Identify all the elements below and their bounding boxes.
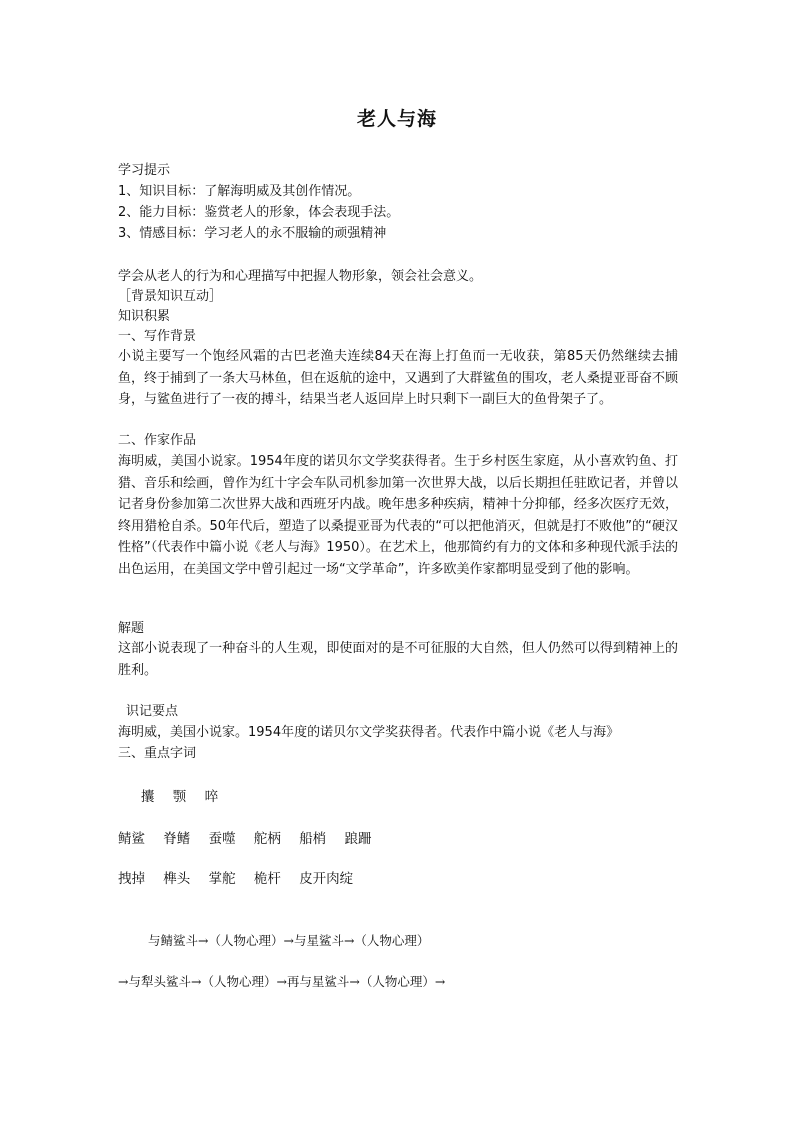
vocab-word: 船梢 <box>299 831 327 847</box>
vocab-row-3 <box>118 867 367 887</box>
vocab-word: 踉跚 <box>344 831 372 847</box>
vocab-row-1 <box>141 785 232 805</box>
vocab-word: 拽掉 <box>118 871 145 887</box>
section3-heading: 三、重点字词 <box>118 746 197 761</box>
vocab-word: 脊鳍 <box>163 831 191 847</box>
vocab-word: 蚕噬 <box>208 831 236 847</box>
vocab-word: 榫头 <box>163 871 191 887</box>
intro-text: 学会从老人的行为和心理描写中把握人物形象，领会社会意义。 <box>118 269 483 284</box>
memory-text: 海明威，美国小说家。1954年度的诺贝尔文学奖获得者。代表作中篇小说《老人与海》 <box>118 725 620 740</box>
section2-text: 海明威，美国小说家。1954年度的诺贝尔文学奖获得者。生于乡村医生家庭，从小喜欢钓鱼、打猎、音乐和绘画，曾作为红十字会车队司机参加第一次世界大战，以后长期担任驻欧记者，并曾以记者身份参加第二次世界大战和西班牙内战。晚年患多种疾病，精神十分抑郁，经多次医疗无效，终用猎枪自杀。50年代后，塑造了以桑提亚哥为代表的“可以把他消灭，但就是打不败他”的“硬汉性格”（代表作中篇小说《老人与海》1950）。在艺术上，他那简约有力的文体和多种现代派手法的出色运用，在美国文学中曾引起过一场“文学革命”，许多欧美作家都明显受到了他的影响。 <box>118 454 678 577</box>
tip-item-1: 1、知识目标：了解海明威及其创作情况。 <box>118 184 361 199</box>
tips-heading: 学习提示 <box>118 163 171 178</box>
vocab-word: 皮开肉绽 <box>299 871 354 887</box>
flow-line-2: →与犁头鲨斗→（人物心理）→再与星鲨斗→（人物心理）→ <box>118 974 446 989</box>
vocab-word: 啐 <box>204 789 219 805</box>
background-label: ［背景知识互动］ <box>118 289 223 304</box>
vocab-word: 攮 <box>141 789 155 805</box>
section2-heading: 二、作家作品 <box>118 433 197 448</box>
tip-item-2: 2、能力目标：鉴赏老人的形象，体会表现手法。 <box>118 205 400 220</box>
section1-text: 小说主要写一个饱经风霜的古巴老渔夫连续84天在海上打鱼而一无收获，第85天仍然继续去捕鱼，终于捕到了一条大马林鱼，但在返航的途中，又遇到了大群鲨鱼的围攻，老人桑提亚哥奋不顾身，与鲨鱼进行了一夜的搏斗，结果当老人返回岸上时只剩下一副巨大的鱼骨架子了。 <box>118 349 678 407</box>
document-title: 老人与海 <box>356 108 437 130</box>
vocab-word: 鲭鲨 <box>118 831 145 847</box>
vocab-word: 舵柄 <box>253 831 281 847</box>
vocab-word: 颚 <box>172 789 187 805</box>
tip-item-3: 3、情感目标：学习老人的永不服输的顽强精神 <box>118 226 387 241</box>
section1-heading: 一、写作背景 <box>118 329 197 344</box>
vocab-row-2 <box>118 827 385 847</box>
jieti-text: 这部小说表现了一种奋斗的人生观，即使面对的是不可征服的大自然，但人仍然可以得到精神上的胜利。 <box>118 641 678 678</box>
vocab-word: 桅杆 <box>253 871 281 887</box>
knowledge-label: 知识积累 <box>118 309 171 324</box>
flow-line-1: 与鲭鲨斗→（人物心理）→与星鲨斗→（人物心理） <box>148 933 430 948</box>
memory-heading: 识记要点 <box>126 704 179 719</box>
jieti-heading: 解题 <box>118 621 145 636</box>
vocab-word: 掌舵 <box>208 871 236 887</box>
